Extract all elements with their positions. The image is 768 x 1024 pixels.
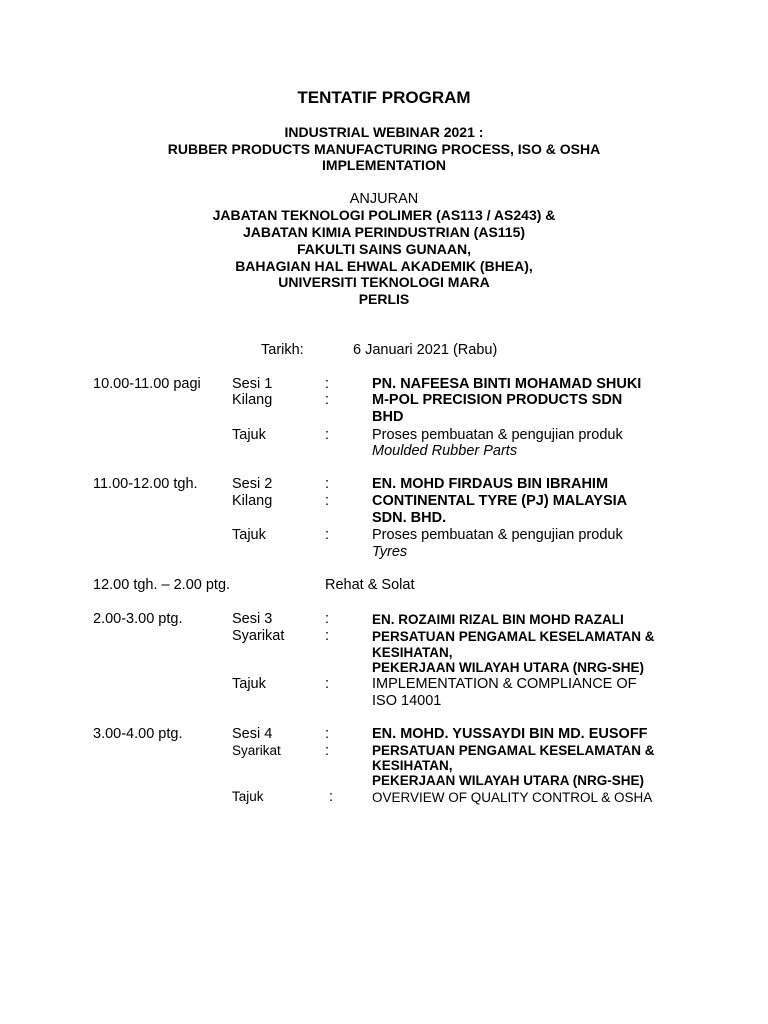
organizer-line: JABATAN KIMIA PERINDUSTRIAN (AS115) xyxy=(242,224,526,240)
organizer-line: FAKULTI SAINS GUNAAN, xyxy=(297,241,471,257)
org-label: Syarikat xyxy=(232,628,285,644)
speaker-name: EN. MOHD. YUSSAYDI BIN MD. EUSOFF xyxy=(372,726,648,742)
topic-label: Tajuk xyxy=(232,527,266,543)
org-name: CONTINENTAL TYRE (PJ) MALAYSIA xyxy=(372,493,628,509)
topic-label: Tajuk xyxy=(232,427,266,443)
topic-text: Moulded Rubber Parts xyxy=(372,443,518,459)
topic-text: ISO 14001 xyxy=(372,693,442,709)
break-label: Rehat & Solat xyxy=(325,577,415,593)
organizer-line: PERLIS xyxy=(358,291,410,307)
org-name: M-POL PRECISION PRODUCTS SDN xyxy=(372,392,623,408)
session-time: 10.00-11.00 pagi xyxy=(93,376,201,392)
webinar-title-line-3: IMPLEMENTATION xyxy=(322,157,446,173)
topic-text: IMPLEMENTATION & COMPLIANCE OF xyxy=(372,676,637,692)
org-label: Kilang xyxy=(232,493,273,509)
topic-text: Proses pembuatan & pengujian produk xyxy=(372,527,623,543)
session-time: 11.00-12.00 tgh. xyxy=(93,476,198,492)
speaker-name: EN. MOHD FIRDAUS BIN IBRAHIM xyxy=(372,476,609,492)
session-number: Sesi 3 xyxy=(232,611,273,627)
colon: : xyxy=(325,676,330,692)
break-time: 12.00 tgh. – 2.00 ptg. xyxy=(93,577,231,593)
topic-text: OVERVIEW OF QUALITY CONTROL & OSHA xyxy=(372,790,653,805)
session-number: Sesi 2 xyxy=(232,476,273,492)
colon: : xyxy=(329,789,334,805)
date-value: 6 Januari 2021 (Rabu) xyxy=(353,342,498,358)
topic-label: Tajuk xyxy=(232,789,264,804)
speaker-name: PN. NAFEESA BINTI MOHAMAD SHUKI xyxy=(372,376,642,392)
colon: : xyxy=(325,376,330,392)
org-name: PEKERJAAN WILAYAH UTARA (NRG-SHE) xyxy=(372,660,645,675)
colon: : xyxy=(325,726,330,742)
topic-text: Tyres xyxy=(372,544,408,560)
session-time: 3.00-4.00 ptg. xyxy=(93,726,183,742)
speaker-name: EN. ROZAIMI RIZAL BIN MOHD RAZALI xyxy=(372,612,624,627)
org-name: PEKERJAAN WILAYAH UTARA (NRG-SHE) xyxy=(372,773,645,788)
org-name: PERSATUAN PENGAMAL KESELAMATAN & xyxy=(372,743,655,758)
webinar-title-line-1: INDUSTRIAL WEBINAR 2021 : xyxy=(284,124,484,140)
date-label: Tarikh: xyxy=(261,342,304,358)
webinar-title-line-2: RUBBER PRODUCTS MANUFACTURING PROCESS, ISO & OSHA xyxy=(167,141,601,157)
topic-label: Tajuk xyxy=(232,676,266,692)
organizer-line: BAHAGIAN HAL EHWAL AKADEMIK (BHEA), xyxy=(235,258,533,274)
page-title: TENTATIF PROGRAM xyxy=(297,88,471,107)
org-name: PERSATUAN PENGAMAL KESELAMATAN & xyxy=(372,629,655,644)
organizer-label: ANJURAN xyxy=(349,191,419,207)
session-number: Sesi 4 xyxy=(232,726,273,742)
topic-text: Proses pembuatan & pengujian produk xyxy=(372,427,623,443)
organizer-line: JABATAN TEKNOLOGI POLIMER (AS113 / AS243) & xyxy=(212,207,556,223)
colon: : xyxy=(325,628,330,644)
organizer-line: UNIVERSITI TEKNOLOGI MARA xyxy=(278,274,490,290)
org-name: SDN. BHD. xyxy=(372,510,447,526)
colon: : xyxy=(325,527,330,543)
session-time: 2.00-3.00 ptg. xyxy=(93,611,183,627)
org-name: KESIHATAN, xyxy=(372,758,453,773)
colon: : xyxy=(325,493,330,509)
session-number: Sesi 1 xyxy=(232,376,273,392)
colon: : xyxy=(325,392,330,408)
colon: : xyxy=(325,427,330,443)
colon: : xyxy=(325,611,330,627)
colon: : xyxy=(325,743,330,759)
org-label: Syarikat xyxy=(232,743,281,758)
org-label: Kilang xyxy=(232,392,273,408)
colon: : xyxy=(325,476,330,492)
org-name: BHD xyxy=(372,409,404,425)
org-name: KESIHATAN, xyxy=(372,645,453,660)
